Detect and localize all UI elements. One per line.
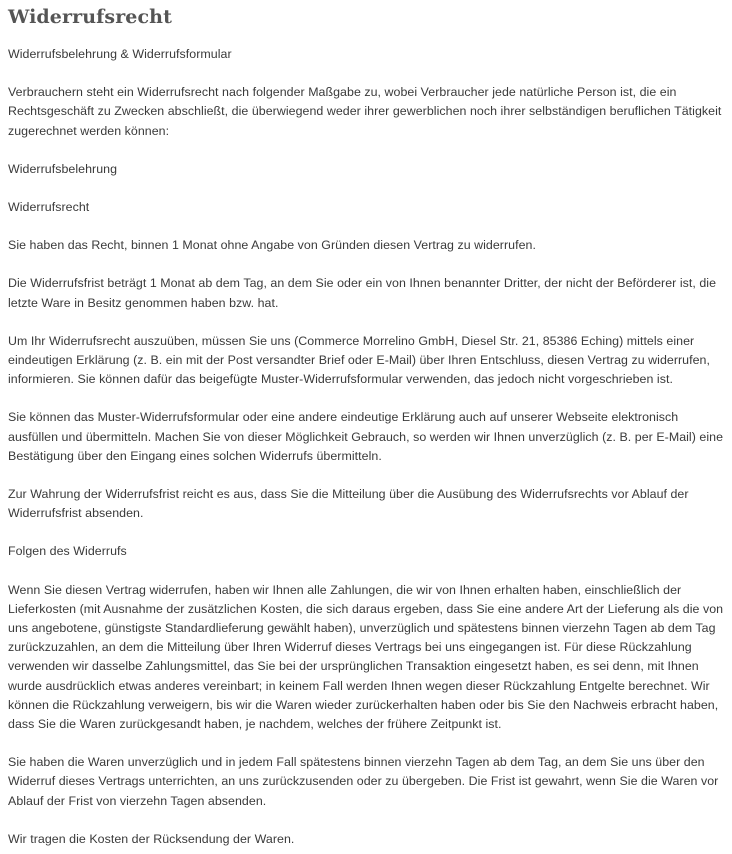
paragraph-exercise-right: Um Ihr Widerrufsrecht auszuüben, müssen Sie uns (Commerce Morrelino GmbH, Diesel Str. 21, 85386 Eching) mittels einer eindeutigen Erklärung (z. B. ein mit der Post versandter Brief oder E-Mail) über Ihren Entschluss, diesen Vertrag zu widerrufen, informieren. Sie können dafür das beigefügte Muster-Widerrufsformular verwenden, das jedoch nicht vorgeschrieben ist. xyxy=(8,333,710,387)
intro-paragraph: Verbrauchern steht ein Widerrufsrecht nach folgender Maßgabe zu, wobei Verbraucher jede natürliche Person ist, die ein Rechtsgeschäft zu Zwecken abschließt, die überwiegend weder ihrer gewerblichen noch ihrer selbständigen beruflichen Tätigkeit zugerechnet werden können: xyxy=(8,85,722,138)
paragraph-online-form: Sie können das Muster-Widerrufsformular oder eine andere eindeutige Erklärung auch auf unserer Webseite elektronisch ausfüllen und übermitteln. Machen Sie von dieser Möglichkeit Gebrauch, so werden wir Ihnen unverzüglich (z. B. per E-Mail) eine Bestätigung über den Eingang eines solchen Widerrufs übermitteln. xyxy=(8,410,724,463)
section-heading-consequences: Folgen des Widerrufs xyxy=(8,544,127,559)
paragraph-return-costs: Wir tragen die Kosten der Rücksendung der Waren. xyxy=(8,831,295,846)
paragraph-refund: Wenn Sie diesen Vertrag widerrufen, haben wir Ihnen alle Zahlungen, die wir von Ihnen erhalten haben, einschließlich der Lieferkosten (mit Ausnahme der zusätzlichen Kosten, die sich daraus ergeben, dass Sie eine andere Art der Lieferung als die von uns angebotene, günstigste Standardlieferung gewählt haben), unverzüglich und spätestens binnen vierzehn Tagen ab dem Tag zurückzuzahlen, an dem die Mitteilung über Ihren Widerruf dieses Vertrags bei uns eingegangen ist. Für diese Rückzahlung verwenden wir dasselbe Zahlungsmittel, das Sie bei der ursprünglichen Transaktion eingesetzt haben, es sei denn, mit Ihnen wurde ausdrücklich etwas anderes vereinbart; in keinem Fall werden Ihnen wegen dieser Rückzahlung Entgelte berechnet. Wir können die Rückzahlung verweigern, bis wir die Waren wieder zurückerhalten haben oder bis Sie den Nachweis erbracht haben, dass Sie die Waren zurückgesandt haben, je nachdem, welches der frühere Zeitpunkt ist. xyxy=(8,582,724,732)
section-heading-widerrufsbelehrung: Widerrufsbelehrung xyxy=(8,161,118,176)
subtitle-paragraph: Widerrufsbelehrung & Widerrufsformular xyxy=(8,47,232,61)
section-heading-widerrufsrecht: Widerrufsrecht xyxy=(8,200,90,215)
paragraph-right-to-withdraw: Sie haben das Recht, binnen 1 Monat ohne Angabe von Gründen diesen Vertrag zu widerrufen. xyxy=(8,238,536,253)
paragraph-return-goods: Sie haben die Waren unverzüglich und in jedem Fall spätestens binnen vierzehn Tagen ab dem Tag, an dem Sie uns über den Widerruf dieses Vertrags unterrichten, an uns zurückzusenden oder zu übergeben. Die Frist ist gewahrt, wenn Sie die Waren vor Ablauf der Frist von vierzehn Tagen absenden. xyxy=(8,755,719,808)
paragraph-deadline: Zur Wahrung der Widerrufsfrist reicht es aus, dass Sie die Mitteilung über die Ausübung des Widerrufsrechts vor Ablauf der Widerrufsfrist absenden. xyxy=(8,487,689,521)
paragraph-withdrawal-period: Die Widerrufsfrist beträgt 1 Monat ab dem Tag, an dem Sie oder ein von Ihnen benannter Dritter, der nicht der Beförderer ist, die letzte Ware in Besitz genommen haben bzw. hat. xyxy=(8,276,717,310)
page-title: Widerrufsrecht xyxy=(8,6,172,28)
